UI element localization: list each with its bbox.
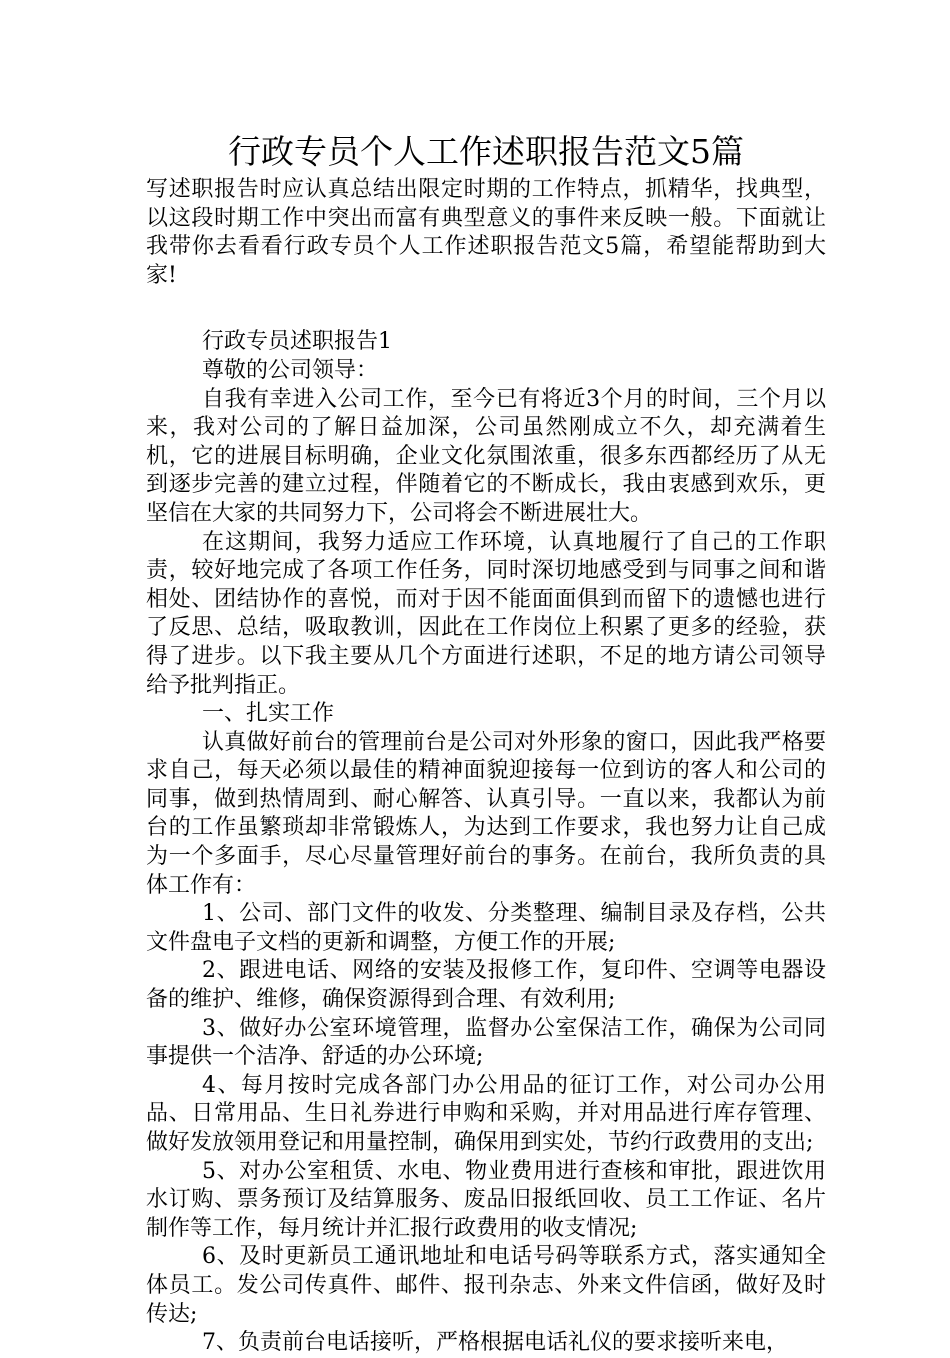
salutation: 尊敬的公司领导： (202, 357, 379, 383)
list-item: 7、负责前台电话接听，严格根据电话礼仪的要求接听来电， (202, 1330, 788, 1356)
body-paragraph: 自我有幸进入公司工作，至今已有将近3个月的时间，三个月以来，我对公司的了解日益加深，公司虽然刚成立不久，却充满着生机，它的进展目标明确，企业文化氛围浓重，很多东西都经历了从无到逐步完善的建立过程，伴随着它的不断成长，我由衷感到欢乐，更坚信在大家的共同努力下，公司将会不断进展壮大。 (146, 386, 826, 526)
spacer (146, 290, 826, 328)
list-item: 3、做好办公室环境管理，监督办公室保洁工作，确保为公司同事提供一个洁净、舒适的办公环境; (146, 1015, 826, 1070)
intro-paragraph: 写述职报告时应认真总结出限定时期的工作特点，抓精华，找典型，以这段时期工作中突出而富有典型意义的事件来反映一般。下面就让我带你去看看行政专员个人工作述职报告范文5篇，希望能帮助到大家! (146, 177, 826, 288)
list-item: 1、公司、部门文件的收发、分类整理、编制目录及存档，公共文件盘电子文档的更新和调整，方便工作的开展; (146, 901, 826, 955)
list-item: 2、跟进电话、网络的安装及报修工作，复印件、空调等电器设备的维护、维修，确保资源得到合理、有效利用; (146, 958, 826, 1013)
subsection-heading: 一、扎实工作 (202, 701, 335, 727)
list-item: 6、及时更新员工通讯地址和电话号码等联系方式，落实通知全体员工。发公司传真件、邮件、报刊杂志、外来文件信函，做好及时传达; (146, 1244, 826, 1327)
body-paragraph: 在这期间，我努力适应工作环境，认真地履行了自己的工作职责，较好地完成了各项工作任务，同时深切地感受到与同事之间和谐相处、团结协作的喜悦，而对于因不能面面俱到而留下的遗憾也进行了反思、总结，吸取教训，因此在工作岗位上积累了更多的经验，获得了进步。以下我主要从几个方面进行述职，不足的地方请公司领导给予批判指正。 (146, 529, 826, 698)
section-title: 行政专员述职报告1 (202, 329, 392, 355)
list-item: 5、对办公室租赁、水电、物业费用进行查核和审批，跟进饮用水订购、票务预订及结算服务、废品旧报纸回收、员工工作证、名片制作等工作，每月统计并汇报行政费用的收支情况; (146, 1158, 826, 1241)
body-paragraph: 认真做好前台的管理前台是公司对外形象的窗口，因此我严格要求自己，每天必须以最佳的精神面貌迎接每一位到访的客人和公司的同事，做到热情周到、耐心解答、认真引导。一直以来，我都认为前台的工作虽繁琐却非常锻炼人，为达到工作要求，我也努力让自己成为一个多面手，尽心尽量管理好前台的事务。在前台，我所负责的具体工作有： (146, 729, 826, 898)
document-title: 行政专员个人工作述职报告范文5篇 (228, 132, 744, 171)
document-page (146, 128, 826, 1358)
list-item: 4、每月按时完成各部门办公用品的征订工作，对公司办公用品、日常用品、生日礼券进行申购和采购，并对用品进行库存管理、做好发放领用登记和用量控制，确保用到实处，节约行政费用的支出; (146, 1072, 826, 1155)
